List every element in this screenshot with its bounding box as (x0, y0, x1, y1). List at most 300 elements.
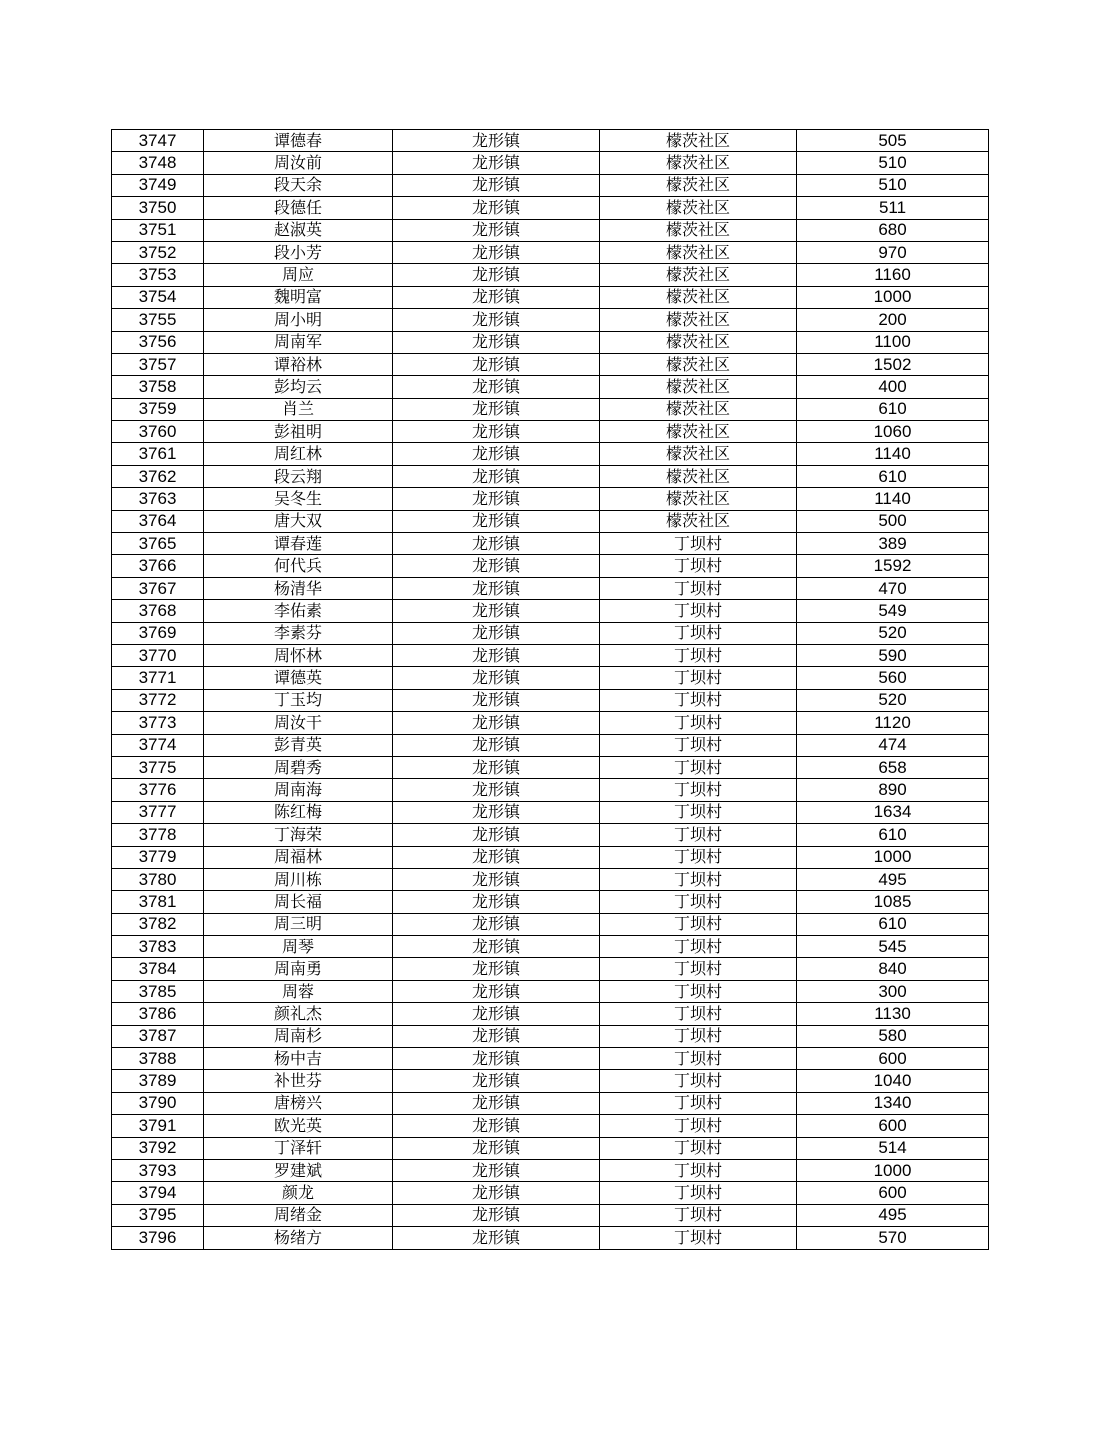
table-row (112, 219, 989, 241)
name-cell: 段小芳 (204, 241, 393, 263)
row-number-cell: 3776 (112, 779, 204, 801)
name-cell: 谭裕林 (204, 353, 393, 375)
row-number-cell: 3753 (112, 264, 204, 286)
table-row (112, 465, 989, 487)
town-cell: 龙形镇 (393, 779, 600, 801)
row-number-cell: 3786 (112, 1003, 204, 1025)
amount-cell: 1140 (797, 443, 989, 465)
row-number-cell: 3792 (112, 1137, 204, 1159)
roster-table (111, 129, 989, 1250)
amount-cell: 495 (797, 868, 989, 890)
name-cell: 周南杉 (204, 1025, 393, 1047)
village-cell: 丁坝村 (600, 1204, 797, 1226)
row-number-cell: 3781 (112, 891, 204, 913)
town-cell: 龙形镇 (393, 734, 600, 756)
village-cell: 檬茨社区 (600, 465, 797, 487)
table-row (112, 622, 989, 644)
amount-cell: 300 (797, 980, 989, 1002)
row-number-cell: 3759 (112, 398, 204, 420)
village-cell: 丁坝村 (600, 667, 797, 689)
town-cell: 龙形镇 (393, 667, 600, 689)
name-cell: 周小明 (204, 309, 393, 331)
table-row (112, 488, 989, 510)
village-cell: 丁坝村 (600, 1159, 797, 1181)
village-cell: 丁坝村 (600, 846, 797, 868)
table-row (112, 1092, 989, 1114)
table-row (112, 600, 989, 622)
amount-cell: 200 (797, 309, 989, 331)
amount-cell: 1000 (797, 1159, 989, 1181)
amount-cell: 1592 (797, 555, 989, 577)
amount-cell: 680 (797, 219, 989, 241)
row-number-cell: 3791 (112, 1115, 204, 1137)
row-number-cell: 3751 (112, 219, 204, 241)
row-number-cell: 3795 (112, 1204, 204, 1226)
row-number-cell: 3773 (112, 712, 204, 734)
town-cell: 龙形镇 (393, 465, 600, 487)
village-cell: 丁坝村 (600, 712, 797, 734)
village-cell: 丁坝村 (600, 555, 797, 577)
village-cell: 丁坝村 (600, 600, 797, 622)
name-cell: 周绪金 (204, 1204, 393, 1226)
table-row (112, 577, 989, 599)
row-number-cell: 3774 (112, 734, 204, 756)
village-cell: 丁坝村 (600, 756, 797, 778)
town-cell: 龙形镇 (393, 443, 600, 465)
table-row (112, 936, 989, 958)
village-cell: 丁坝村 (600, 1227, 797, 1249)
table-row (112, 689, 989, 711)
table-row (112, 1159, 989, 1181)
amount-cell: 600 (797, 1182, 989, 1204)
table-row (112, 555, 989, 577)
table-row (112, 353, 989, 375)
row-number-cell: 3794 (112, 1182, 204, 1204)
town-cell: 龙形镇 (393, 533, 600, 555)
town-cell: 龙形镇 (393, 1092, 600, 1114)
amount-cell: 514 (797, 1137, 989, 1159)
name-cell: 李素芬 (204, 622, 393, 644)
amount-cell: 1634 (797, 801, 989, 823)
amount-cell: 570 (797, 1227, 989, 1249)
table-row (112, 152, 989, 174)
village-cell: 丁坝村 (600, 577, 797, 599)
village-cell: 丁坝村 (600, 533, 797, 555)
table-row (112, 398, 989, 420)
row-number-cell: 3780 (112, 868, 204, 890)
row-number-cell: 3762 (112, 465, 204, 487)
village-cell: 丁坝村 (600, 689, 797, 711)
town-cell: 龙形镇 (393, 936, 600, 958)
village-cell: 檬茨社区 (600, 353, 797, 375)
name-cell: 周汝前 (204, 152, 393, 174)
town-cell: 龙形镇 (393, 1070, 600, 1092)
village-cell: 丁坝村 (600, 913, 797, 935)
table-row (112, 958, 989, 980)
village-cell: 檬茨社区 (600, 376, 797, 398)
village-cell: 丁坝村 (600, 1182, 797, 1204)
table-row (112, 779, 989, 801)
name-cell: 彭青英 (204, 734, 393, 756)
name-cell: 杨清华 (204, 577, 393, 599)
town-cell: 龙形镇 (393, 510, 600, 532)
row-number-cell: 3748 (112, 152, 204, 174)
table-row (112, 667, 989, 689)
town-cell: 龙形镇 (393, 264, 600, 286)
name-cell: 彭均云 (204, 376, 393, 398)
village-cell: 丁坝村 (600, 868, 797, 890)
row-number-cell: 3761 (112, 443, 204, 465)
amount-cell: 549 (797, 600, 989, 622)
town-cell: 龙形镇 (393, 689, 600, 711)
amount-cell: 511 (797, 197, 989, 219)
name-cell: 周南勇 (204, 958, 393, 980)
town-cell: 龙形镇 (393, 152, 600, 174)
town-cell: 龙形镇 (393, 376, 600, 398)
village-cell: 丁坝村 (600, 801, 797, 823)
town-cell: 龙形镇 (393, 846, 600, 868)
table-row (112, 712, 989, 734)
amount-cell: 1160 (797, 264, 989, 286)
amount-cell: 505 (797, 130, 989, 152)
row-number-cell: 3772 (112, 689, 204, 711)
village-cell: 檬茨社区 (600, 152, 797, 174)
row-number-cell: 3790 (112, 1092, 204, 1114)
row-number-cell: 3763 (112, 488, 204, 510)
row-number-cell: 3757 (112, 353, 204, 375)
row-number-cell: 3768 (112, 600, 204, 622)
table-row (112, 286, 989, 308)
village-cell: 檬茨社区 (600, 197, 797, 219)
town-cell: 龙形镇 (393, 801, 600, 823)
town-cell: 龙形镇 (393, 600, 600, 622)
row-number-cell: 3775 (112, 756, 204, 778)
table-row (112, 174, 989, 196)
row-number-cell: 3789 (112, 1070, 204, 1092)
table-row (112, 1182, 989, 1204)
village-cell: 丁坝村 (600, 936, 797, 958)
name-cell: 李佑素 (204, 600, 393, 622)
amount-cell: 1340 (797, 1092, 989, 1114)
row-number-cell: 3782 (112, 913, 204, 935)
amount-cell: 610 (797, 824, 989, 846)
name-cell: 周汝干 (204, 712, 393, 734)
town-cell: 龙形镇 (393, 488, 600, 510)
row-number-cell: 3796 (112, 1227, 204, 1249)
row-number-cell: 3769 (112, 622, 204, 644)
amount-cell: 1120 (797, 712, 989, 734)
table-row (112, 1115, 989, 1137)
name-cell: 陈红梅 (204, 801, 393, 823)
row-number-cell: 3754 (112, 286, 204, 308)
town-cell: 龙形镇 (393, 958, 600, 980)
name-cell: 谭德春 (204, 130, 393, 152)
name-cell: 唐大双 (204, 510, 393, 532)
row-number-cell: 3778 (112, 824, 204, 846)
town-cell: 龙形镇 (393, 353, 600, 375)
amount-cell: 400 (797, 376, 989, 398)
table-row (112, 801, 989, 823)
table-row (112, 421, 989, 443)
row-number-cell: 3793 (112, 1159, 204, 1181)
amount-cell: 610 (797, 913, 989, 935)
village-cell: 丁坝村 (600, 824, 797, 846)
row-number-cell: 3750 (112, 197, 204, 219)
town-cell: 龙形镇 (393, 309, 600, 331)
town-cell: 龙形镇 (393, 868, 600, 890)
town-cell: 龙形镇 (393, 1182, 600, 1204)
village-cell: 丁坝村 (600, 779, 797, 801)
row-number-cell: 3771 (112, 667, 204, 689)
town-cell: 龙形镇 (393, 1204, 600, 1226)
table-row (112, 241, 989, 263)
village-cell: 檬茨社区 (600, 443, 797, 465)
town-cell: 龙形镇 (393, 197, 600, 219)
amount-cell: 1040 (797, 1070, 989, 1092)
table-row (112, 913, 989, 935)
name-cell: 周蓉 (204, 980, 393, 1002)
table-row (112, 264, 989, 286)
village-cell: 檬茨社区 (600, 174, 797, 196)
village-cell: 檬茨社区 (600, 331, 797, 353)
town-cell: 龙形镇 (393, 622, 600, 644)
town-cell: 龙形镇 (393, 555, 600, 577)
town-cell: 龙形镇 (393, 1227, 600, 1249)
town-cell: 龙形镇 (393, 219, 600, 241)
name-cell: 杨中吉 (204, 1048, 393, 1070)
village-cell: 丁坝村 (600, 622, 797, 644)
name-cell: 周南军 (204, 331, 393, 353)
town-cell: 龙形镇 (393, 130, 600, 152)
amount-cell: 560 (797, 667, 989, 689)
town-cell: 龙形镇 (393, 644, 600, 666)
name-cell: 颜龙 (204, 1182, 393, 1204)
town-cell: 龙形镇 (393, 891, 600, 913)
town-cell: 龙形镇 (393, 241, 600, 263)
row-number-cell: 3765 (112, 533, 204, 555)
name-cell: 周琴 (204, 936, 393, 958)
name-cell: 唐榜兴 (204, 1092, 393, 1114)
row-number-cell: 3758 (112, 376, 204, 398)
town-cell: 龙形镇 (393, 1025, 600, 1047)
amount-cell: 1100 (797, 331, 989, 353)
town-cell: 龙形镇 (393, 398, 600, 420)
row-number-cell: 3785 (112, 980, 204, 1002)
name-cell: 周红林 (204, 443, 393, 465)
row-number-cell: 3788 (112, 1048, 204, 1070)
village-cell: 檬茨社区 (600, 398, 797, 420)
table-row (112, 1070, 989, 1092)
village-cell: 檬茨社区 (600, 264, 797, 286)
name-cell: 周应 (204, 264, 393, 286)
amount-cell: 470 (797, 577, 989, 599)
name-cell: 周三明 (204, 913, 393, 935)
amount-cell: 510 (797, 152, 989, 174)
name-cell: 段云翔 (204, 465, 393, 487)
table-row (112, 309, 989, 331)
amount-cell: 610 (797, 465, 989, 487)
table-row (112, 130, 989, 152)
table-row (112, 1003, 989, 1025)
amount-cell: 580 (797, 1025, 989, 1047)
amount-cell: 1140 (797, 488, 989, 510)
name-cell: 欧光英 (204, 1115, 393, 1137)
town-cell: 龙形镇 (393, 913, 600, 935)
village-cell: 丁坝村 (600, 1137, 797, 1159)
amount-cell: 970 (797, 241, 989, 263)
name-cell: 周怀林 (204, 644, 393, 666)
table-row (112, 510, 989, 532)
row-number-cell: 3770 (112, 644, 204, 666)
table-row (112, 376, 989, 398)
name-cell: 赵淑英 (204, 219, 393, 241)
amount-cell: 1502 (797, 353, 989, 375)
name-cell: 丁玉均 (204, 689, 393, 711)
village-cell: 丁坝村 (600, 958, 797, 980)
name-cell: 丁泽轩 (204, 1137, 393, 1159)
village-cell: 檬茨社区 (600, 510, 797, 532)
amount-cell: 520 (797, 689, 989, 711)
name-cell: 周碧秀 (204, 756, 393, 778)
name-cell: 谭春莲 (204, 533, 393, 555)
row-number-cell: 3766 (112, 555, 204, 577)
amount-cell: 510 (797, 174, 989, 196)
table-row (112, 1048, 989, 1070)
town-cell: 龙形镇 (393, 1137, 600, 1159)
name-cell: 丁海荣 (204, 824, 393, 846)
table-row (112, 980, 989, 1002)
table-row (112, 443, 989, 465)
name-cell: 彭祖明 (204, 421, 393, 443)
amount-cell: 600 (797, 1115, 989, 1137)
village-cell: 檬茨社区 (600, 286, 797, 308)
amount-cell: 658 (797, 756, 989, 778)
name-cell: 周长福 (204, 891, 393, 913)
amount-cell: 1085 (797, 891, 989, 913)
table-row (112, 1204, 989, 1226)
name-cell: 段德任 (204, 197, 393, 219)
table-row (112, 824, 989, 846)
name-cell: 周川栋 (204, 868, 393, 890)
row-number-cell: 3760 (112, 421, 204, 443)
village-cell: 丁坝村 (600, 1048, 797, 1070)
amount-cell: 545 (797, 936, 989, 958)
row-number-cell: 3764 (112, 510, 204, 532)
name-cell: 肖兰 (204, 398, 393, 420)
roster-table-body (112, 130, 989, 1250)
row-number-cell: 3784 (112, 958, 204, 980)
row-number-cell: 3783 (112, 936, 204, 958)
town-cell: 龙形镇 (393, 174, 600, 196)
table-row (112, 868, 989, 890)
town-cell: 龙形镇 (393, 980, 600, 1002)
row-number-cell: 3749 (112, 174, 204, 196)
village-cell: 檬茨社区 (600, 241, 797, 263)
table-row (112, 197, 989, 219)
village-cell: 丁坝村 (600, 1115, 797, 1137)
name-cell: 吴冬生 (204, 488, 393, 510)
amount-cell: 474 (797, 734, 989, 756)
row-number-cell: 3747 (112, 130, 204, 152)
amount-cell: 495 (797, 1204, 989, 1226)
table-row (112, 734, 989, 756)
amount-cell: 1000 (797, 846, 989, 868)
table-row (112, 846, 989, 868)
name-cell: 颜礼杰 (204, 1003, 393, 1025)
village-cell: 丁坝村 (600, 644, 797, 666)
row-number-cell: 3779 (112, 846, 204, 868)
row-number-cell: 3752 (112, 241, 204, 263)
table-row (112, 1227, 989, 1249)
amount-cell: 890 (797, 779, 989, 801)
name-cell: 杨绪方 (204, 1227, 393, 1249)
name-cell: 魏明富 (204, 286, 393, 308)
amount-cell: 610 (797, 398, 989, 420)
amount-cell: 1130 (797, 1003, 989, 1025)
village-cell: 檬茨社区 (600, 421, 797, 443)
row-number-cell: 3787 (112, 1025, 204, 1047)
amount-cell: 600 (797, 1048, 989, 1070)
amount-cell: 590 (797, 644, 989, 666)
name-cell: 谭德英 (204, 667, 393, 689)
town-cell: 龙形镇 (393, 1115, 600, 1137)
village-cell: 丁坝村 (600, 980, 797, 1002)
village-cell: 丁坝村 (600, 734, 797, 756)
village-cell: 檬茨社区 (600, 309, 797, 331)
table-row (112, 756, 989, 778)
town-cell: 龙形镇 (393, 421, 600, 443)
town-cell: 龙形镇 (393, 824, 600, 846)
village-cell: 丁坝村 (600, 1070, 797, 1092)
town-cell: 龙形镇 (393, 1048, 600, 1070)
town-cell: 龙形镇 (393, 756, 600, 778)
table-row (112, 891, 989, 913)
village-cell: 丁坝村 (600, 1025, 797, 1047)
town-cell: 龙形镇 (393, 1003, 600, 1025)
row-number-cell: 3756 (112, 331, 204, 353)
village-cell: 丁坝村 (600, 1092, 797, 1114)
table-row (112, 533, 989, 555)
name-cell: 段天余 (204, 174, 393, 196)
table-row (112, 1025, 989, 1047)
table-row (112, 1137, 989, 1159)
name-cell: 周福林 (204, 846, 393, 868)
town-cell: 龙形镇 (393, 577, 600, 599)
village-cell: 檬茨社区 (600, 219, 797, 241)
amount-cell: 500 (797, 510, 989, 532)
row-number-cell: 3777 (112, 801, 204, 823)
town-cell: 龙形镇 (393, 712, 600, 734)
name-cell: 何代兵 (204, 555, 393, 577)
table-row (112, 644, 989, 666)
village-cell: 丁坝村 (600, 891, 797, 913)
town-cell: 龙形镇 (393, 1159, 600, 1181)
table-row (112, 331, 989, 353)
town-cell: 龙形镇 (393, 331, 600, 353)
row-number-cell: 3767 (112, 577, 204, 599)
village-cell: 檬茨社区 (600, 130, 797, 152)
amount-cell: 520 (797, 622, 989, 644)
amount-cell: 1000 (797, 286, 989, 308)
name-cell: 周南海 (204, 779, 393, 801)
village-cell: 檬茨社区 (600, 488, 797, 510)
amount-cell: 840 (797, 958, 989, 980)
name-cell: 罗建斌 (204, 1159, 393, 1181)
row-number-cell: 3755 (112, 309, 204, 331)
amount-cell: 1060 (797, 421, 989, 443)
town-cell: 龙形镇 (393, 286, 600, 308)
name-cell: 补世芬 (204, 1070, 393, 1092)
